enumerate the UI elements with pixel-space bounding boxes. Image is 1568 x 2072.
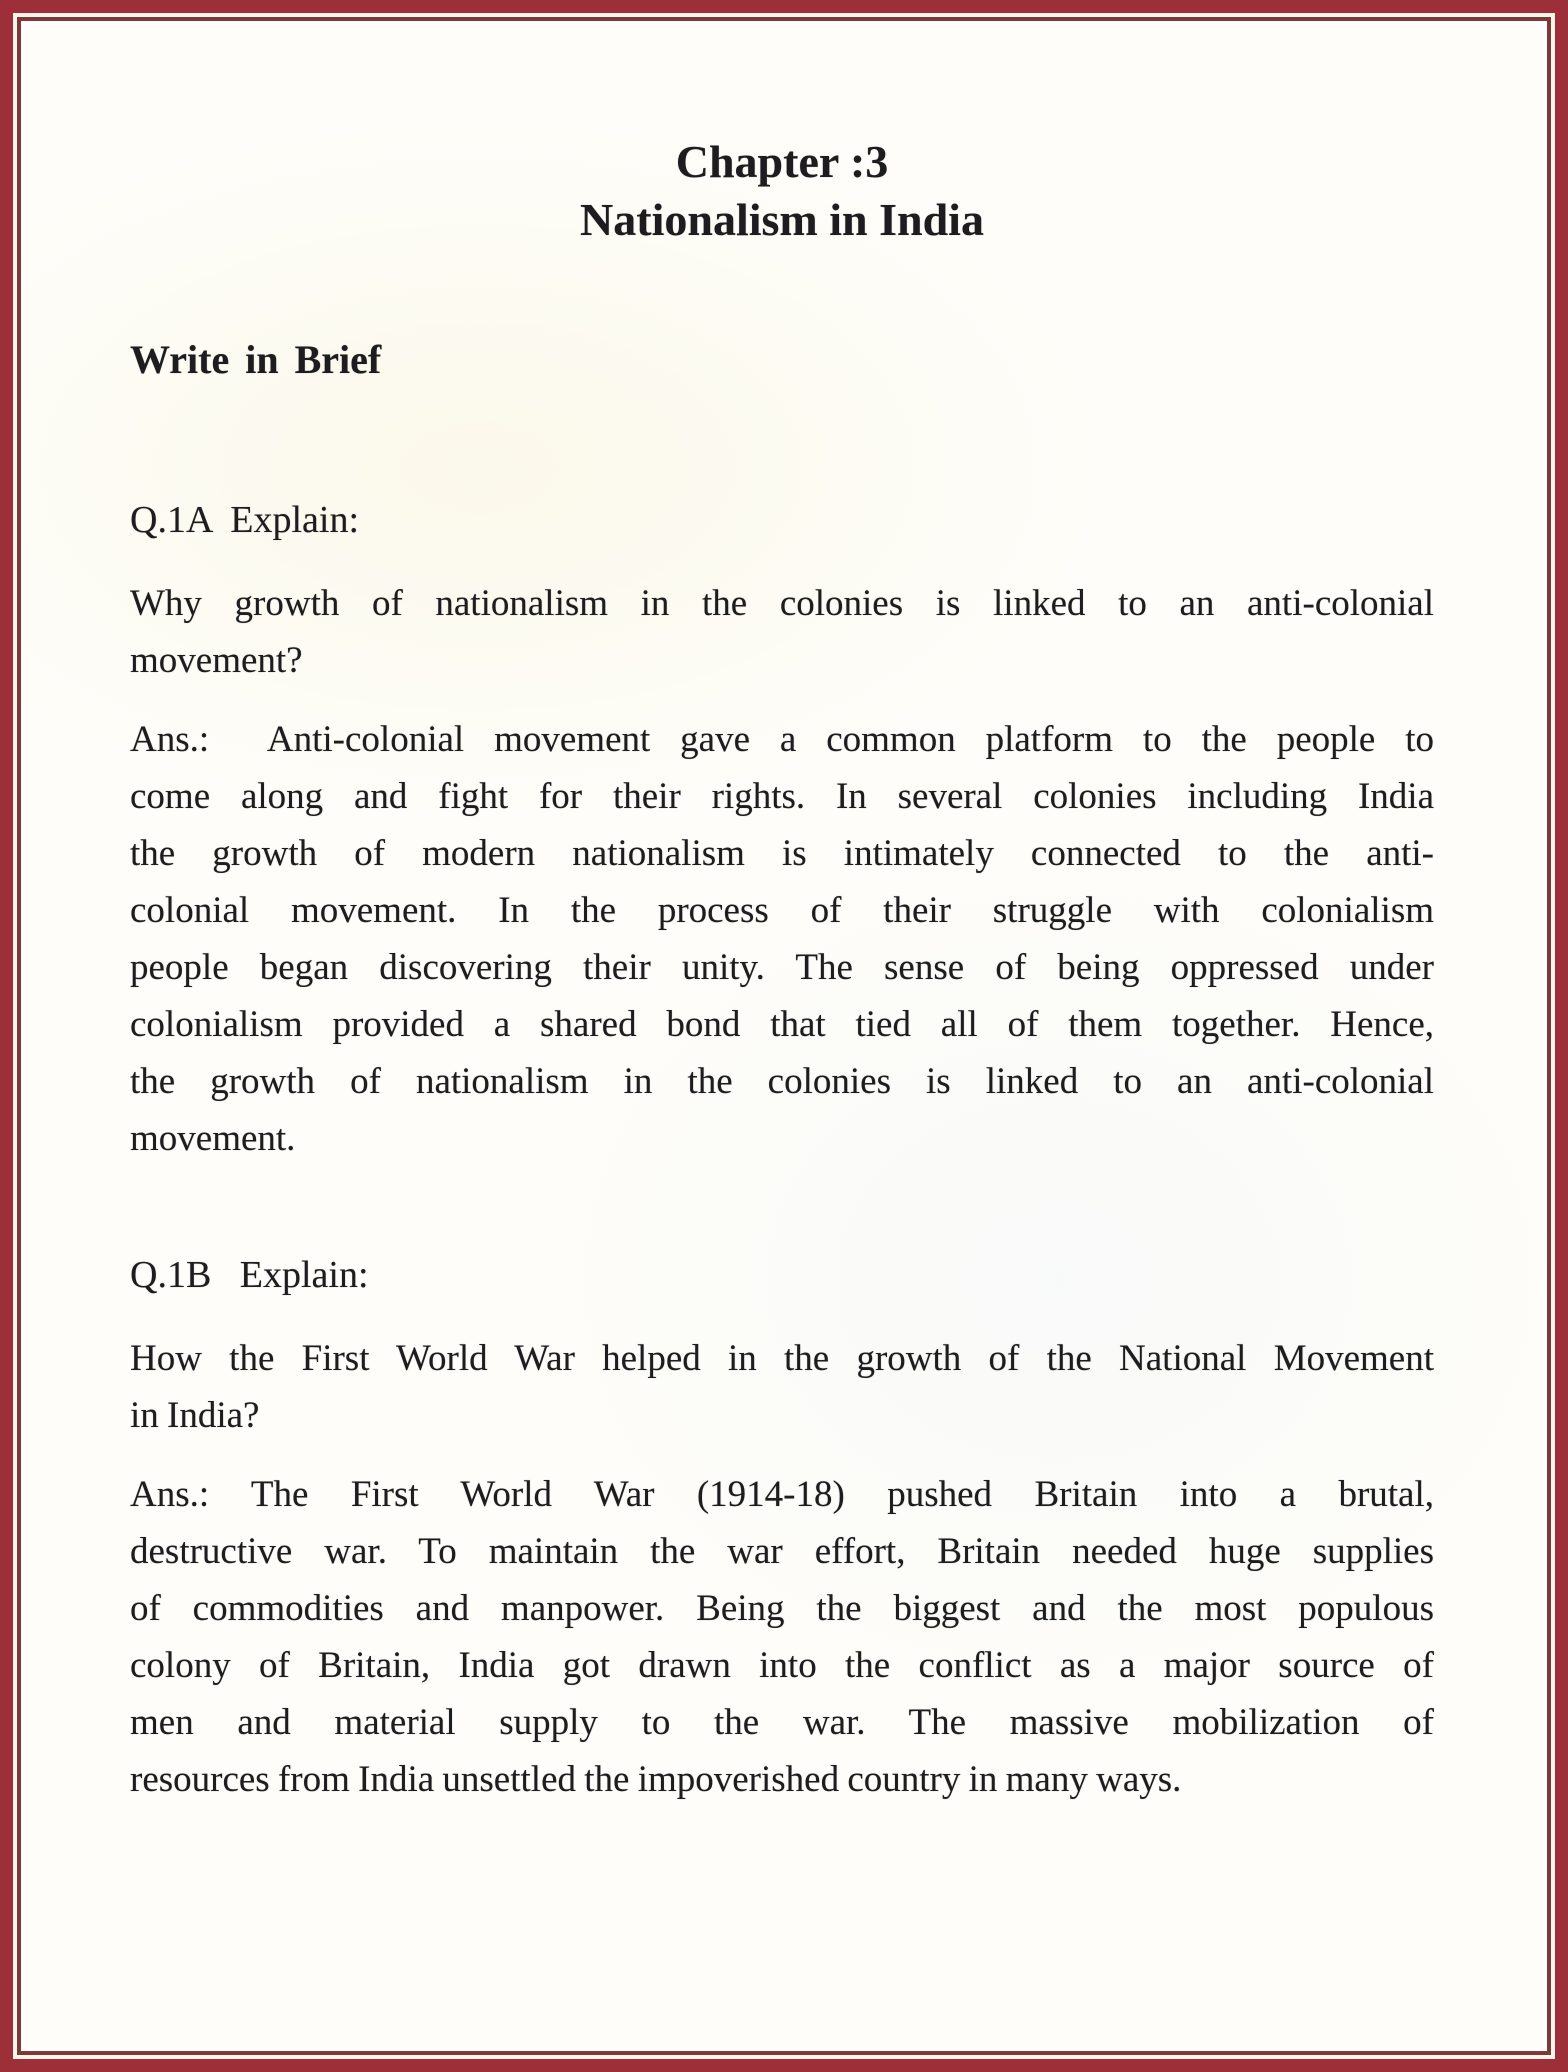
text-line: Ans.: The First World War (1914-18) pushed Britain into a brutal,: [130, 1474, 1434, 1515]
question-1a-heading: Q.1A Explain:: [130, 499, 360, 541]
text-line: men and material supply to the war. The massive mobilization of: [130, 1702, 1434, 1743]
question-1b-text: [130, 1330, 1434, 1444]
chapter-title-line2: Nationalism in India: [580, 194, 984, 245]
question-1a-text: [130, 575, 1434, 689]
answer-1a-text: [130, 711, 1434, 1167]
text-line: Why growth of nationalism in the colonies is linked to an anti-colonial: [130, 583, 1434, 624]
text-line: the growth of modern nationalism is intimately connected to the anti-: [130, 833, 1434, 874]
document-page: [17, 17, 1551, 2055]
text-line: come along and fight for their rights. In several colonies including India: [130, 776, 1434, 817]
answer-1b-text: [130, 1466, 1434, 1808]
question-block-1b: [130, 1247, 1434, 1808]
text-line: in India?: [130, 1395, 260, 1436]
text-line: Ans.: Anti-colonial movement gave a common platform to the people to: [130, 719, 1434, 760]
text-line: movement.: [130, 1118, 296, 1159]
text-line: How the First World War helped in the growth of the National Movement: [130, 1338, 1434, 1379]
chapter-title: [130, 133, 1434, 249]
text-line: colonial movement. In the process of their struggle with colonialism: [130, 890, 1434, 931]
section-heading: Write in Brief: [130, 337, 382, 382]
text-line: colony of Britain, India got drawn into the conflict as a major source of: [130, 1645, 1434, 1686]
question-block-1a: [130, 492, 1434, 1167]
text-line: movement?: [130, 640, 303, 681]
text-line: of commodities and manpower. Being the biggest and the most populous: [130, 1588, 1434, 1629]
text-line: people began discovering their unity. The sense of being oppressed under: [130, 947, 1434, 988]
text-line: destructive war. To maintain the war effort, Britain needed huge supplies: [130, 1531, 1434, 1572]
text-line: the growth of nationalism in the colonies is linked to an anti-colonial: [130, 1061, 1434, 1102]
text-line: resources from India unsettled the impoverished country in many ways.: [130, 1759, 1182, 1800]
chapter-title-line1: Chapter :3: [675, 136, 889, 187]
text-line: colonialism provided a shared bond that tied all of them together. Hence,: [130, 1004, 1434, 1045]
question-1b-heading: Q.1B Explain:: [130, 1254, 369, 1296]
